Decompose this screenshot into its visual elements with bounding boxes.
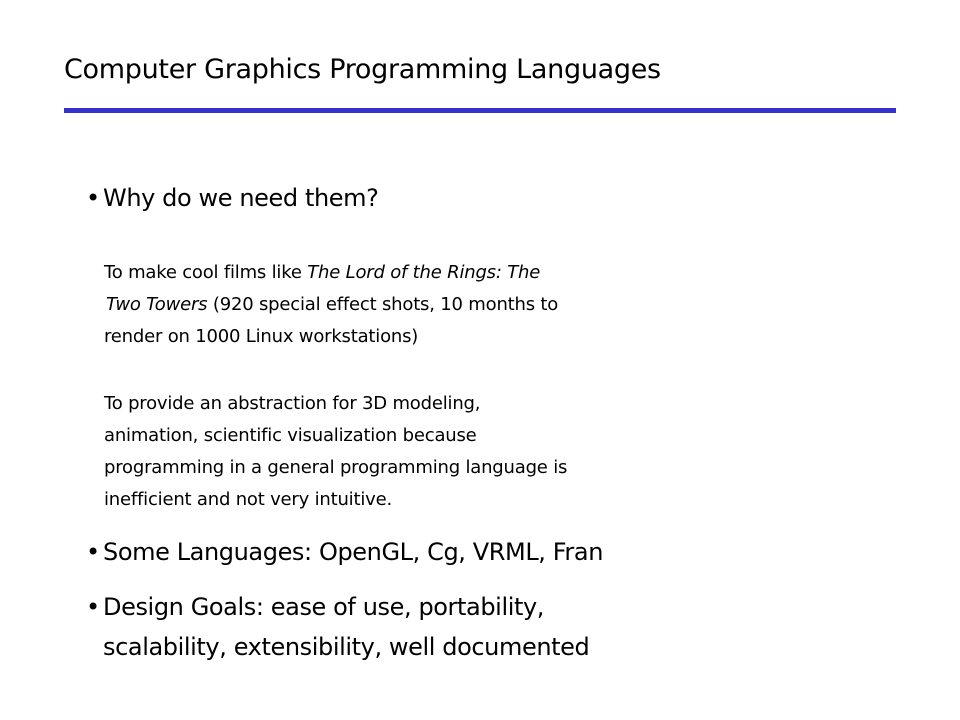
paragraph-text: To make cool films like <box>104 262 308 283</box>
paragraph-abstraction-line3: programming in a general programming language is <box>104 457 568 478</box>
paragraph-films-line1 <box>104 258 540 287</box>
paragraph-abstraction-line1: To provide an abstraction for 3D modeling, <box>104 393 481 414</box>
bullet-dot: • <box>86 593 100 621</box>
slide-title: Computer Graphics Programming Languages <box>64 54 661 85</box>
paragraph-films-line3: render on 1000 Linux workstations) <box>104 326 419 347</box>
bullet-some-languages <box>86 534 603 570</box>
film-title: The Lord of the Rings: The <box>307 262 541 283</box>
bullet-dot: • <box>86 184 100 212</box>
paragraph-text: (920 special effect shots, 10 months to <box>207 294 559 315</box>
bullet-text: Design Goals: ease of use, portability, <box>103 593 545 621</box>
bullet-dot: • <box>86 538 100 566</box>
bullet-design-goals-line2: scalability, extensibility, well documented <box>103 633 590 661</box>
bullet-text: Some Languages: OpenGL, Cg, VRML, Fran <box>103 538 604 566</box>
paragraph-abstraction-line2: animation, scientific visualization because <box>104 425 477 446</box>
paragraph-films-line2 <box>106 290 558 319</box>
film-title: Two Towers <box>106 294 208 315</box>
title-underline <box>64 108 896 113</box>
bullet-why-need-them <box>86 180 378 216</box>
bullet-design-goals <box>86 589 544 625</box>
paragraph-abstraction-line4: inefficient and not very intuitive. <box>104 489 392 510</box>
bullet-text: Why do we need them? <box>103 184 379 212</box>
